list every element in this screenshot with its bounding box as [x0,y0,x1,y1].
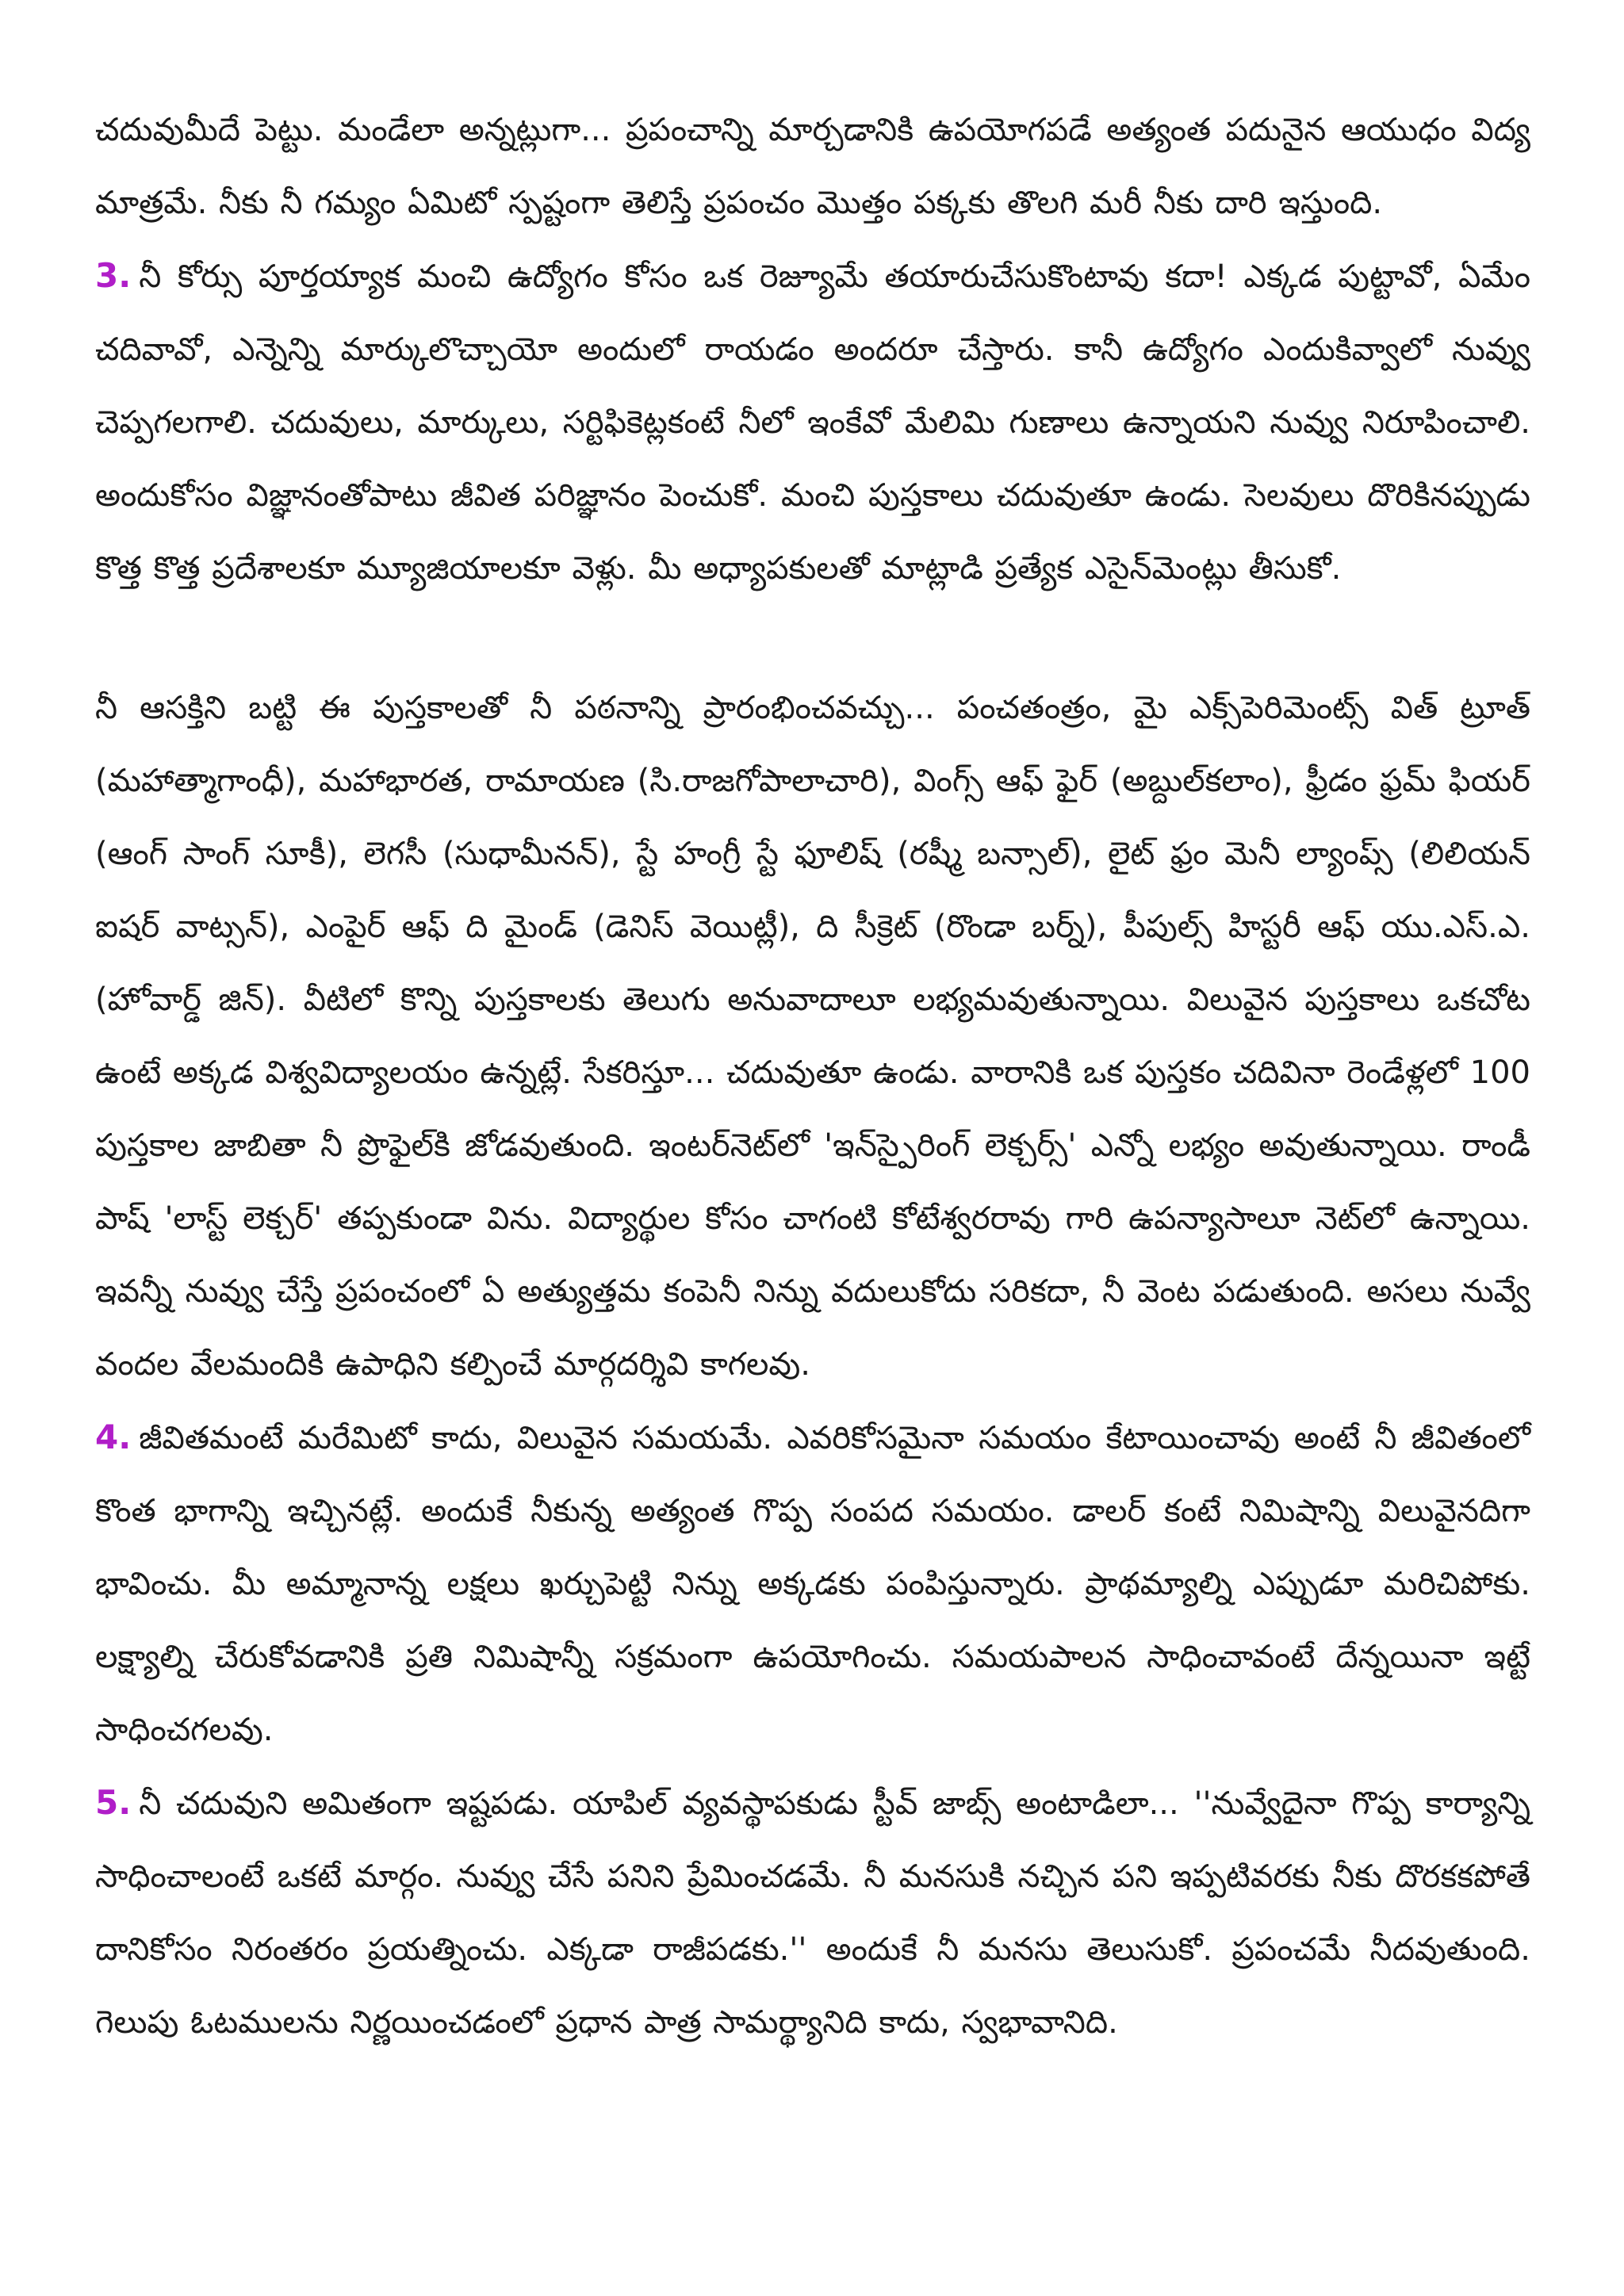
book-list-text: నీ ఆసక్తిని బట్టి ఈ పుస్తకాలతో నీ పఠనాన్ని ప్రారంభించవచ్చు... పంచతంత్రం, మై ఎక్స్‌పెరిమెంట్స్ విత్ ట్రూత్ (మహాత్మాగాంధీ), మహాభారత, రామాయణ (సి.రాజగోపాలాచారి), వింగ్స్ ఆఫ్ ఫైర్ (అబ్దుల్‌కలాం), ఫ్రీడం ఫ్రమ్ ఫియర్ (ఆంగ్ సాంగ్ సూకీ), లెగసీ (సుధామీనన్), స్టే హంగ్రీ స్టే ఫూలిష్ (రష్మీ బన్సాల్), లైట్ ఫ్రం మెనీ ల్యాంప్స్ (లిలియన్ ఐషర్ వాట్సన్), ఎంపైర్ ఆఫ్ ది మైండ్ (డెనిస్ వెయిట్లీ), ది సీక్రెట్ (రొండా బర్న్), పీపుల్స్ హిస్టరీ ఆఫ్ యు.ఎస్.ఎ. (హోవార్డ్ జిన్). వీటిలో కొన్ని పుస్తకాలకు తెలుగు అనువాదాలూ లభ్యమవుతున్నాయి. విలువైన పుస్తకాలు ఒకచోట ఉంటే అక్కడ విశ్వవిద్యాలయం ఉన్నట్లే. సేకరిస్తూ... చదువుతూ ఉండు. వారానికి ఒక పుస్తకం చదివినా రెండేళ్లలో 100 పుస్తకాల జాబితా నీ ప్రొఫైల్‌కి జోడవుతుంది. ఇంటర్‌నెట్‌లో 'ఇన్‌స్పైరింగ్ లెక్చర్స్' ఎన్నో లభ్యం అవుతున్నాయి. రాండీ పాష్ 'లాస్ట్ లెక్చర్' తప్పకుండా విను. విద్యార్థుల కోసం చాగంటి కోటేశ్వరరావు గారి ఉపన్యాసాలూ నెట్‌లో ఉన్నాయి. ఇవన్నీ నువ్వు చేస్తే ప్రపంచంలో ఏ అత్యుత్తమ కంపెనీ నిన్ను వదులుకోదు సరికదా, నీ వెంట పడుతుంది. అసలు నువ్వే వందల వేలమందికి ఉపాధిని కల్పించే మార్గదర్శివి కాగలవు. [95,690,1530,1383]
point-5-paragraph [95,1766,1530,2059]
point-5-number: 5. [95,1783,132,1822]
point-4-text: జీవితమంటే మరేమిటో కాదు, విలువైన సమయమే. ఎవరికోసమైనా సమయం కేటాయించావు అంటే నీ జీవితంలో కొంత భాగాన్ని ఇచ్చినట్లే. అందుకే నీకున్న అత్యంత గొప్ప సంపద సమయం. డాలర్ కంటే నిమిషాన్ని విలువైనదిగా భావించు. మీ అమ్మానాన్న లక్షలు ఖర్చుపెట్టి నిన్ను అక్కడకు పంపిస్తున్నారు. ప్రాథమ్యాల్ని ఎప్పుడూ మరిచిపోకు. లక్ష్యాల్ని చేరుకోవడానికి ప్రతి నిమిషాన్నీ సక్రమంగా ఉపయోగించు. సమయపాలన సాధించావంటే దేన్నయినా ఇట్టే సాధించగలవు. [95,1420,1530,1748]
point-5-text: నీ చదువుని అమితంగా ఇష్టపడు. యాపిల్ వ్యవస్థాపకుడు స్టీవ్ జాబ్స్ అంటాడిలా... ''నువ్వేదైనా గొప్ప కార్యాన్ని సాధించాలంటే ఒకటే మార్గం. నువ్వు చేసే పనిని ప్రేమించడమే. నీ మనసుకి నచ్చిన పని ఇప్పటివరకు నీకు దొరకకపోతే దానికోసం నిరంతరం ప్రయత్నించు. ఎక్కడా రాజీపడకు.'' అందుకే నీ మనసు తెలుసుకో. ప్రపంచమే నీదవుతుంది. గెలుపు ఓటములను నిర్ణయించడంలో ప్రధాన పాత్ర సామర్థ్యానిది కాదు, స్వభావానిది. [95,1785,1530,2041]
point-4-paragraph [95,1401,1530,1766]
article-page [95,94,1530,2059]
point-3-text: నీ కోర్సు పూర్తయ్యాక మంచి ఉద్యోగం కోసం ఒక రెజ్యూమే తయారుచేసుకొంటావు కదా! ఎక్కడ పుట్టావో, ఏమేం చదివావో, ఎన్నెన్ని మార్కులొచ్చాయో అందులో రాయడం అందరూ చేస్తారు. కానీ ఉద్యోగం ఎందుకివ్వాలో నువ్వు చెప్పగలగాలి. చదువులు, మార్కులు, సర్టిఫికెట్లకంటే నీలో ఇంకేవో మేలిమి గుణాలు ఉన్నాయని నువ్వు నిరూపించాలి. అందుకోసం విజ్ఞానంతోపాటు జీవిత పరిజ్ఞానం పెంచుకో. మంచి పుస్తకాలు చదువుతూ ఉండు. సెలవులు దొరికినప్పుడు కొత్త కొత్త ప్రదేశాలకూ మ్యూజియాలకూ వెళ్లు. మీ అధ్యాపకులతో మాట్లాడి ప్రత్యేక ఎసైన్‌మెంట్లు తీసుకో. [95,258,1530,587]
point-3-number: 3. [95,256,132,295]
point-3-paragraph [95,239,1530,605]
intro-paragraph-text: చదువుమీదే పెట్టు. మండేలా అన్నట్లుగా... ప్రపంచాన్ని మార్చడానికి ఉపయోగపడే అత్యంత పదునైన ఆయుధం విద్య మాత్రమే. నీకు నీ గమ్యం ఏమిటో స్పష్టంగా తెలిస్తే ప్రపంచం మొత్తం పక్కకు తొలగి మరీ నీకు దారి ఇస్తుంది. [95,112,1530,221]
point-4-number: 4. [95,1418,132,1456]
book-list-paragraph [95,672,1530,1401]
intro-paragraph [95,94,1530,239]
